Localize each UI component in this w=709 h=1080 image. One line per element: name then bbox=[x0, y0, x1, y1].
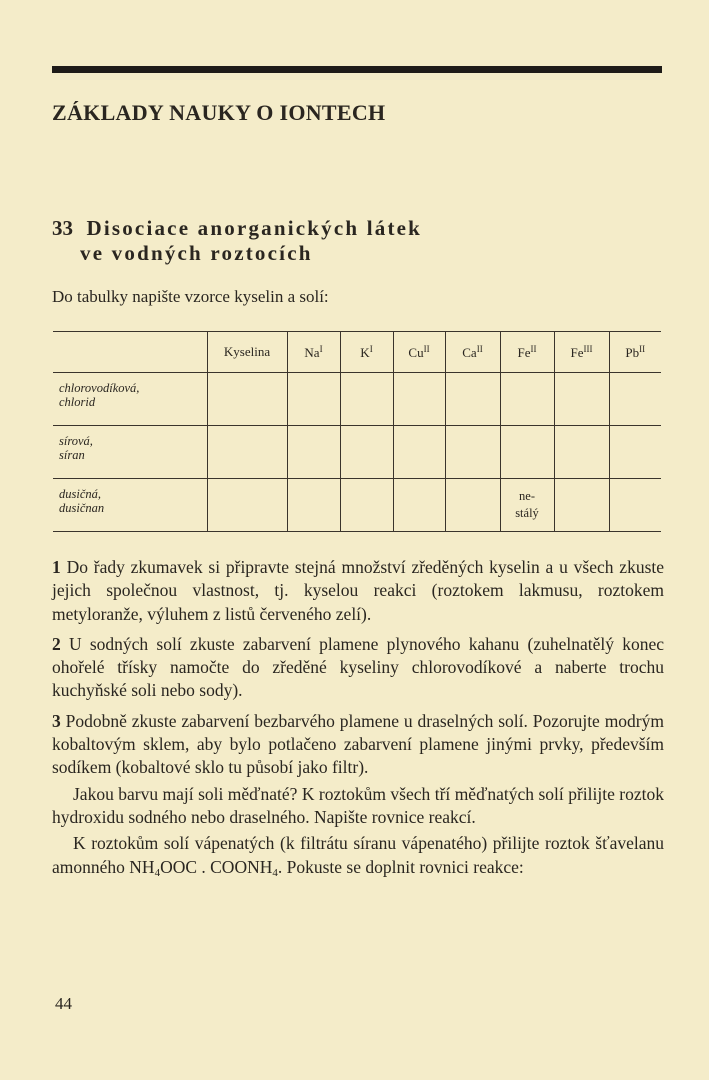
paragraph-1: 1 Do řady zkumavek si připravte stejná množství zředěných kyselin a u všech zkuste jejich společnou vlastnost, tj. kyselou reakci (roztokem lakmusu, roztokem metyloranže, výluhem z listů červeného zelí). bbox=[52, 557, 665, 624]
table-cell[interactable] bbox=[393, 373, 445, 426]
table-cell[interactable] bbox=[287, 373, 340, 426]
table-cell[interactable] bbox=[207, 479, 287, 532]
section-title bbox=[52, 216, 422, 266]
header-pb: $Pb^{II}$ bbox=[609, 332, 661, 373]
table-cell[interactable] bbox=[340, 426, 393, 479]
table-cell[interactable] bbox=[207, 373, 287, 426]
page-number: 44 bbox=[55, 994, 72, 1013]
section-title-line2: ve vodných roztocích bbox=[80, 241, 313, 265]
table-cell[interactable] bbox=[554, 479, 609, 532]
table-cell[interactable] bbox=[445, 373, 500, 426]
table-cell[interactable] bbox=[445, 479, 500, 532]
table-cell[interactable] bbox=[340, 479, 393, 532]
table-cell[interactable] bbox=[609, 426, 661, 479]
header-ca: $Ca^{II}$ bbox=[445, 332, 500, 373]
table-cell[interactable] bbox=[609, 479, 661, 532]
table-cell[interactable] bbox=[393, 426, 445, 479]
header-kyselina: Kyselina bbox=[207, 332, 287, 373]
table-cell[interactable] bbox=[393, 479, 445, 532]
body-text bbox=[52, 556, 664, 892]
table-cell[interactable] bbox=[287, 426, 340, 479]
table-cell[interactable] bbox=[554, 373, 609, 426]
table-cell[interactable] bbox=[445, 426, 500, 479]
table-cell[interactable] bbox=[609, 373, 661, 426]
table-cell[interactable] bbox=[500, 373, 554, 426]
row-label: chlorovodíková, chlorid bbox=[59, 381, 140, 409]
table-header-row bbox=[53, 332, 661, 373]
top-rule bbox=[52, 66, 662, 73]
ion-table bbox=[53, 331, 661, 532]
paragraph-5: K roztokům solí vápenatých (k filtrátu síranu vápenatého) přilijte roztok šťavelanu amonného $NH_4OOC$ . $COONH_4$. Pokuste se doplnit rovnici reakce: bbox=[52, 833, 664, 879]
table-cell[interactable] bbox=[287, 479, 340, 532]
header-cu: $Cu^{II}$ bbox=[393, 332, 445, 373]
table-cell[interactable] bbox=[207, 426, 287, 479]
header-fe3: $Fe^{III}$ bbox=[554, 332, 609, 373]
table-row bbox=[53, 426, 661, 479]
unstable-note: ne- stálý bbox=[500, 479, 554, 532]
header-fe2: $Fe^{II}$ bbox=[500, 332, 554, 373]
paragraph-3: 3 Podobně zkuste zabarvení bezbarvého plamene u draselných solí. Pozorujte modrým kobaltovým sklem, aby bylo potlačeno zabarvení plamene jinými prvky, především sodíkem (kobaltové sklo tu působí jako filtr). bbox=[52, 710, 665, 778]
table-cell[interactable] bbox=[500, 426, 554, 479]
table-cell[interactable] bbox=[340, 373, 393, 426]
paragraph-4: Jakou barvu mají soli měďnaté? K roztokům všech tří měďnatých solí přilijte roztok hydroxidu sodného nebo draselného. Napište rovnice reakcí. bbox=[52, 783, 664, 827]
table-cell[interactable] bbox=[554, 426, 609, 479]
header-k: $K^I$ bbox=[340, 332, 393, 373]
header-na: $Na^I$ bbox=[287, 332, 340, 373]
row-label: sírová, síran bbox=[59, 434, 93, 462]
table-row bbox=[53, 373, 661, 426]
intro-text: Do tabulky napište vzorce kyselin a solí: bbox=[52, 287, 329, 306]
paragraph-2: 2 U sodných solí zkuste zabarvení plamene plynového kahanu (zuhelnatělý konec ohořelé třísky namočte do zředěné kyseliny chlorovodíkové a naberte trochu kuchyňské soli nebo sody). bbox=[52, 633, 664, 701]
section-title-line1: Disociace anorganických látek bbox=[86, 216, 423, 240]
running-title: ZÁKLADY NAUKY O IONTECH bbox=[52, 100, 386, 125]
row-label: dusičná, dusičnan bbox=[59, 487, 105, 515]
header-blank bbox=[53, 332, 207, 373]
table-row bbox=[53, 479, 661, 532]
section-number: 33 bbox=[52, 216, 73, 240]
